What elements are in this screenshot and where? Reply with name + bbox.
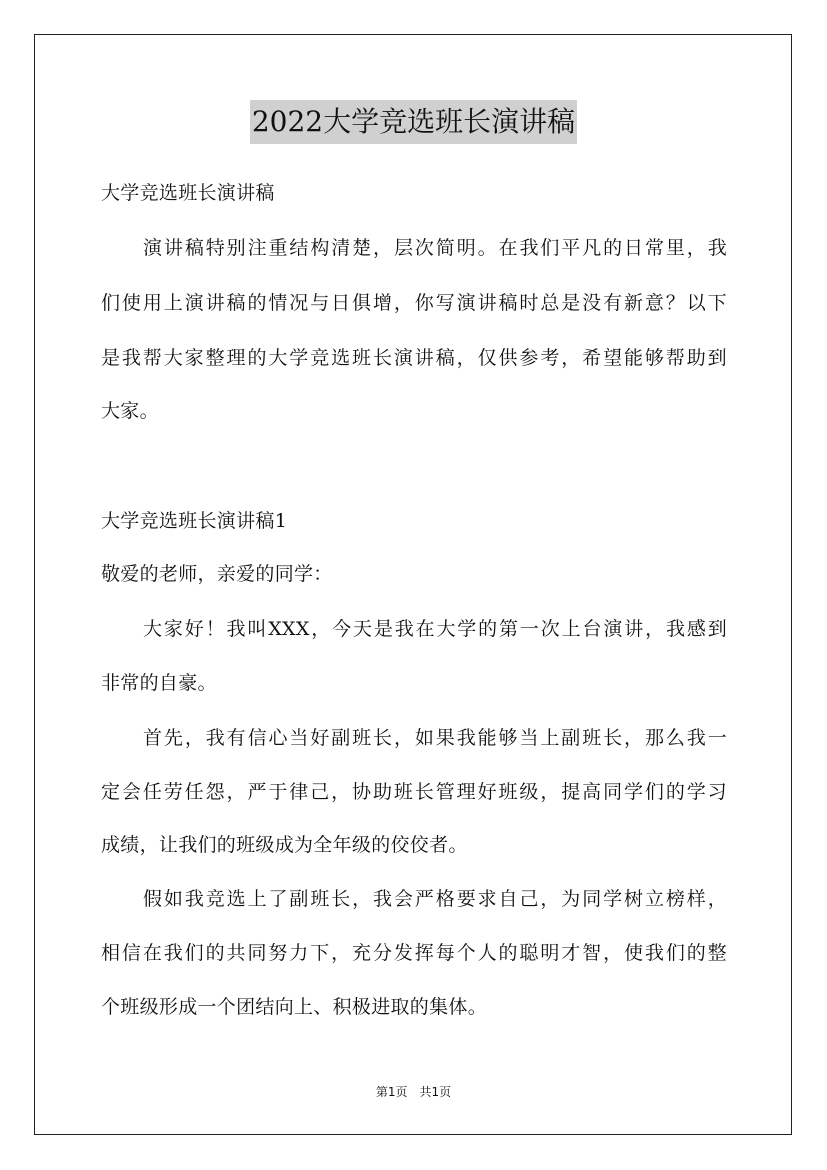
body-line-2: 非常的自豪。 — [101, 672, 217, 694]
body-line-8: 个班级形成一个团结向上、积极进取的集体。 — [101, 996, 488, 1018]
body-line-4: 定会任劳任怨，严于律己，协助班长管理好班级，提高同学们的学习 — [101, 781, 727, 803]
document-title: 2022大学竞选班长演讲稿 — [250, 100, 577, 144]
subtitle-line: 大学竞选班长演讲稿 — [101, 182, 275, 204]
section-heading: 大学竞选班长演讲稿1 — [101, 510, 288, 532]
intro-line-4: 大家。 — [101, 400, 159, 422]
intro-line-3: 是我帮大家整理的大学竞选班长演讲稿，仅供参考，希望能够帮助到 — [101, 347, 727, 369]
body-line-7: 相信在我们的共同努力下，充分发挥每个人的聪明才智，使我们的整 — [101, 942, 727, 964]
salutation-line: 敬爱的老师，亲爱的同学： — [101, 563, 333, 585]
title-area — [0, 100, 827, 144]
body-line-1: 大家好！我叫XXX，今天是我在大学的第一次上台演讲，我感到 — [143, 618, 727, 640]
page-footer: 第1页 共1页 — [375, 1085, 452, 1099]
body-line-3: 首先，我有信心当好副班长，如果我能够当上副班长，那么我一 — [143, 727, 727, 749]
intro-line-1: 演讲稿特别注重结构清楚，层次简明。在我们平凡的日常里，我 — [143, 237, 727, 259]
body-line-6: 假如我竞选上了副班长，我会严格要求自己，为同学树立榜样， — [143, 888, 727, 910]
intro-line-2: 们使用上演讲稿的情况与日俱增，你写演讲稿时总是没有新意？以下 — [101, 292, 727, 314]
body-line-5: 成绩，让我们的班级成为全年级的佼佼者。 — [101, 834, 468, 856]
